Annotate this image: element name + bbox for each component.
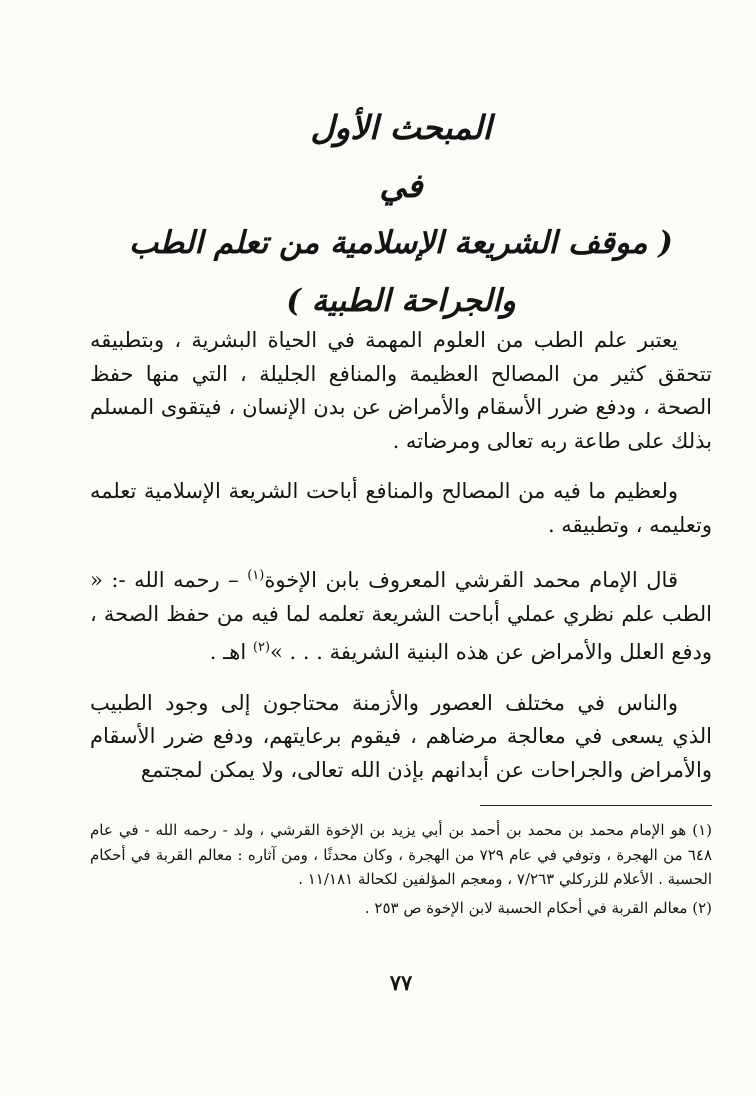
paragraph-3	[90, 559, 712, 670]
paragraph-1: يعتبر علم الطب من العلوم المهمة في الحياة البشرية ، وبتطبيقه تتحقق كثير من المصالح العظيمة والمنافع الجليلة ، التي منها حفظ الصحة ، ودفع ضرر الأسقام والأمراض عن بدن الإنسان ، فيتقوى المسلم بذلك على طاعة ربه تعالى ومرضاته .	[90, 328, 712, 453]
paragraph-4: والناس في مختلف العصور والأزمنة محتاجون إلى وجود الطبيب الذي يسعى في معالجة مرضاهم ، فيقوم برعايتهم، ودفع ضرر الأسقام والأمراض والجراحات عن أبدانهم بإذن الله تعالى، ولا يمكن لمجتمع	[90, 690, 712, 782]
heading-subtitle-line1: ( موقف الشريعة الإسلامية من تعلم الطب	[129, 225, 673, 261]
heading-subtitle-line2: والجراحة الطبية )	[286, 283, 516, 319]
heading-main: المبحث الأول	[310, 108, 492, 147]
paragraph-2: ولعظيم ما فيه من المصالح والمنافع أباحت الشريعة الإسلامية تعلمه وتعليمه ، وتطبيقه .	[90, 479, 712, 537]
paragraph-3-part-c: اهـ .	[209, 640, 253, 664]
footnote-ref-2: (٢)	[252, 640, 271, 655]
body-text	[90, 324, 712, 804]
page-number: ٧٧	[389, 970, 413, 995]
footnote-1: (١) هو الإمام محمد بن محمد بن أحمد بن أبي يزيد بن الإخوة القرشي ، ولد - رحمه الله - في عام ٦٤٨ من الهجرة ، وتوفي في عام ٧٢٩ من الهجرة ، وكان محدثًا ، ومن آثاره : معالم القربة في أحكام الحسبة . الأعلام للزركلي ٧/٢٦٣ ، ومعجم المؤلفين لكحالة ١١/١٨١ .	[90, 821, 712, 888]
footnote-2: (٢) معالم القربة في أحكام الحسبة لابن الإخوة ص ٢٥٣ .	[364, 898, 712, 917]
footnote-divider	[480, 805, 712, 806]
section-heading	[90, 98, 712, 330]
heading-preposition: في	[379, 166, 423, 205]
book-page	[90, 0, 712, 1097]
footnotes	[90, 818, 712, 924]
paragraph-3-part-b: – رحمه الله -: « الطب علم نظري عملي أباحت الشريعة تعلمه لما فيه من حفظ الصحة ، ودفع العلل والأمراض عن هذه البنية الشريفة . . . »	[90, 568, 712, 664]
footnote-ref-1: (١)	[247, 568, 265, 583]
paragraph-3-part-a: قال الإمام محمد القرشي المعروف بابن الإخوة	[264, 568, 678, 592]
